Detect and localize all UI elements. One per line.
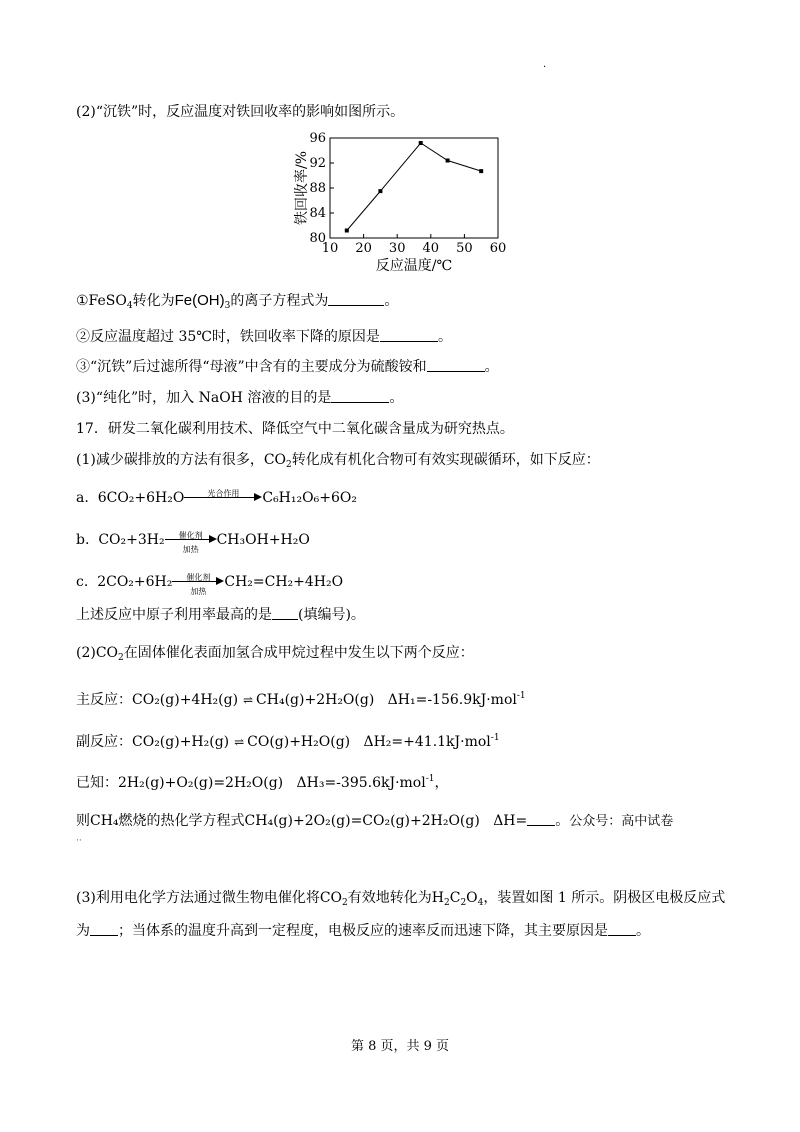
y-tick-label: 92 — [309, 156, 326, 171]
reaction-b: b. CO₂+3H₂ 催化剂 加热 CH₃OH+H₂O — [76, 531, 310, 554]
main-reaction: 主反应：CO₂(g)+4H₂(g) ⇌ CH₄(g)+2H₂O(g) ΔH₁=-156.9kJ·mol$^{-1}$ — [76, 691, 526, 708]
question-16-part2-intro: (2)“沉铁”时，反应温度对铁回收率的影响如图所示。 — [76, 104, 405, 120]
question-17-part1: (1)减少碳排放的方法有很多，$CO_2$转化成有机化合物可有效实现碳循环，如下反应： — [76, 452, 600, 470]
x-tick-label: 40 — [422, 241, 440, 256]
data-point — [419, 141, 423, 145]
question-17-part3-line2: 为 ；当体系的温度升高到一定程度，电极反应的速率反而迅速下降，其主要原因是 。 — [76, 923, 650, 939]
data-point — [378, 189, 382, 193]
answer-blank[interactable] — [328, 293, 384, 306]
answer-blank[interactable] — [272, 607, 298, 620]
answer-blank[interactable] — [427, 359, 485, 372]
side-reaction: 副反应：CO₂(g)+H₂(g) ⇌ CO(g)+H₂O(g) ΔH₂=+41.1kJ·mol$^{-1}$ — [76, 733, 500, 750]
data-point — [446, 159, 450, 163]
answer-blank[interactable] — [527, 813, 555, 826]
iron-recovery-chart — [292, 126, 522, 286]
series-line — [347, 143, 481, 231]
reaction-arrow: 催化剂 加热 — [172, 572, 224, 590]
y-tick-label: 88 — [309, 181, 326, 196]
y-tick-label: 96 — [309, 131, 326, 146]
answer-blank[interactable] — [90, 923, 118, 936]
question-17-title: 17．研发二氧化碳利用技术、降低空气中二氧化碳含量成为研究热点。 — [76, 421, 514, 437]
question-16-part3: (3)“纯化”时，加入 NaOH 溶液的目的是 。 — [76, 390, 404, 406]
question-16-sub3: ③“沉铁”后过滤所得“母液”中含有的主要成分为硫酸铵和 。 — [76, 359, 499, 375]
page-mark: · — [543, 62, 547, 73]
data-point — [479, 169, 483, 173]
x-axis-label: 反应温度/℃ — [375, 258, 453, 274]
x-tick-label: 30 — [388, 241, 406, 256]
x-tick-label: 20 — [355, 241, 372, 256]
data-point — [345, 229, 349, 233]
answer-blank[interactable] — [608, 923, 636, 936]
question-17-part2: $(2)CO_2$在固体催化表面加氢合成甲烷过程中发生以下两个反应： — [76, 645, 474, 663]
question-16-sub1: ①FeSO$_4$转化为$Fe(OH)_3$的离子方程式为 。 — [76, 292, 399, 311]
question-17-atom-economy: 上述反应中原子利用率最高的是 (填编号)。 — [76, 607, 365, 623]
ch4-combustion-line: 则CH₄燃烧的热化学方程式CH₄(g)+2O₂(g)=CO₂(g)+2H₂O(g) ΔH= 。公众号：高中试卷 — [76, 813, 674, 829]
question-17-part3-line1: (3)利用电化学方法通过微生物电催化将$CO_2$有效地转化为$H_2C_2O_4$，装置如图 1 所示。阴极区电极反应式 — [76, 890, 726, 908]
y-tick-label: 84 — [309, 206, 326, 221]
plot-frame — [330, 138, 498, 238]
x-tick-label: 60 — [489, 241, 507, 256]
page-footer: 第 8 页，共 9 页 — [350, 1039, 450, 1054]
answer-blank[interactable] — [331, 390, 389, 403]
reaction-a: a. 6CO₂+6H₂O 光合作用 C₆H₁₂O₆+6O₂ — [76, 489, 357, 506]
answer-blank[interactable] — [380, 329, 438, 342]
y-tick-label: 80 — [309, 231, 326, 246]
x-tick-label: 50 — [456, 241, 473, 256]
question-16-sub2: ②反应温度超过 35℃时，铁回收率下降的原因是 。 — [76, 329, 452, 345]
reaction-arrow: 催化剂 加热 — [165, 530, 217, 548]
y-axis-label: 铁回收率/% — [294, 150, 310, 226]
reaction-arrow: 光合作用 — [184, 488, 262, 506]
known-reaction: 已知：2H₂(g)+O₂(g)=2H₂O(g) ΔH₃=-395.6kJ·mol$^{-1}$， — [76, 774, 449, 791]
scan-mark: ·· — [76, 836, 82, 846]
reaction-c: c. 2CO₂+6H₂ 催化剂 加热 CH₂=CH₂+4H₂O — [76, 573, 344, 596]
x-tick-label: 10 — [321, 241, 339, 256]
